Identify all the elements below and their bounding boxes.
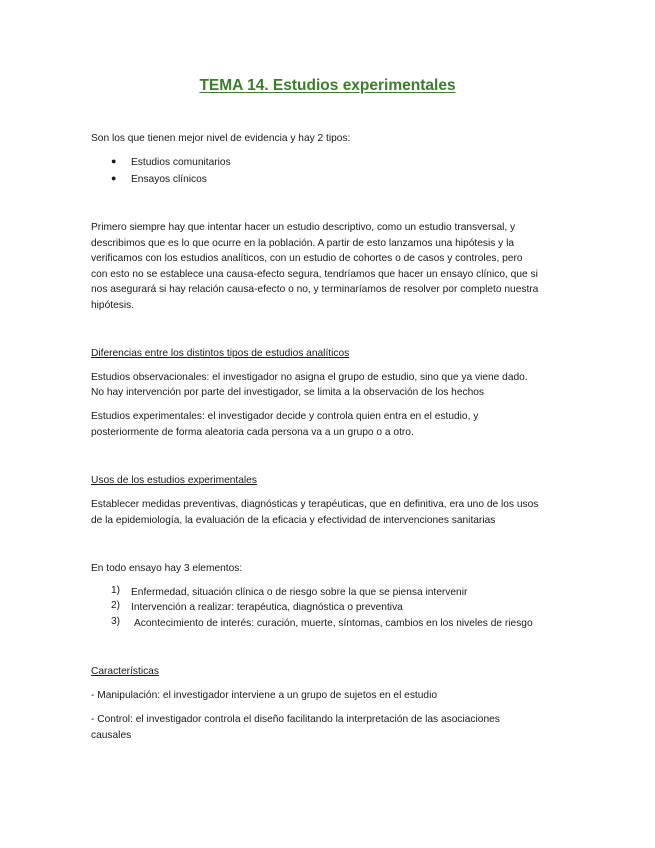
paragraph-line: con esto no se establece una causa-efecto segura, tendríamos que hacer un ensayo clínico, que si <box>91 269 538 280</box>
paragraph-line: Primero siempre hay que intentar hacer un estudio descriptivo, como un estudio transversal, y <box>91 222 516 233</box>
bullet-icon: ● <box>111 156 117 166</box>
list-item: Intervención a realizar: terapéutica, diagnóstica o preventiva <box>131 602 403 613</box>
paragraph-line: - Control: el investigador controla el diseño facilitando la interpretación de las asociaciones <box>91 714 500 725</box>
section-heading: Usos de los estudios experimentales <box>91 475 257 486</box>
paragraph-line: describimos que es lo que ocurre en la población. A partir de esto lanzamos una hipótesis y la <box>91 238 515 249</box>
paragraph-line: verificamos con los estudios analíticos, con un estudio de cohortes o de casos y controles, pero <box>91 253 523 264</box>
elements-intro: En todo ensayo hay 3 elementos: <box>91 563 243 574</box>
paragraph-line: posteriormente de forma aleatoria cada persona va a un grupo o a otro. <box>91 427 414 438</box>
bullet-icon: ● <box>111 173 117 183</box>
list-item: Acontecimiento de interés: curación, muerte, síntomas, cambios en los niveles de riesgo <box>134 618 533 629</box>
page-title: TEMA 14. Estudios experimentales <box>199 77 456 94</box>
paragraph-line: de la epidemiología, la evaluación de la eficacia y efectividad de intervenciones sanitarias <box>91 515 496 526</box>
paragraph-line: No hay intervención por parte del investigador, se limita a la observación de los hechos <box>91 387 485 398</box>
paragraph-line: hipótesis. <box>91 300 135 311</box>
paragraph-line: Estudios experimentales: el investigador decide y controla quien entra en el estudio, y <box>91 411 479 422</box>
list-item: Estudios comunitarios <box>131 157 231 168</box>
paragraph-line: Estudios observacionales: el investigador no asigna el grupo de estudio, sino que ya viene dado. <box>91 372 528 383</box>
list-item: Ensayos clínicos <box>131 174 207 185</box>
list-item: Enfermedad, situación clínica o de riesgo sobre la que se piensa intervenir <box>131 587 468 598</box>
list-number: 1) <box>111 585 121 596</box>
list-number: 3) <box>111 616 121 627</box>
section-heading: Características <box>91 666 159 677</box>
intro-text: Son los que tienen mejor nivel de evidencia y hay 2 tipos: <box>91 133 351 144</box>
paragraph-line: causales <box>91 730 132 741</box>
paragraph-line: nos asegurará si hay relación causa-efecto o no, y terminaríamos de resolver por completo nuestra <box>91 284 539 295</box>
paragraph-line: Establecer medidas preventivas, diagnósticas y terapéuticas, que en definitiva, era uno de los usos <box>91 499 539 510</box>
section-heading: Diferencias entre los distintos tipos de estudios analíticos <box>91 348 350 359</box>
list-number: 2) <box>111 600 121 611</box>
paragraph-line: - Manipulación: el investigador interviene a un grupo de sujetos en el estudio <box>91 690 438 701</box>
